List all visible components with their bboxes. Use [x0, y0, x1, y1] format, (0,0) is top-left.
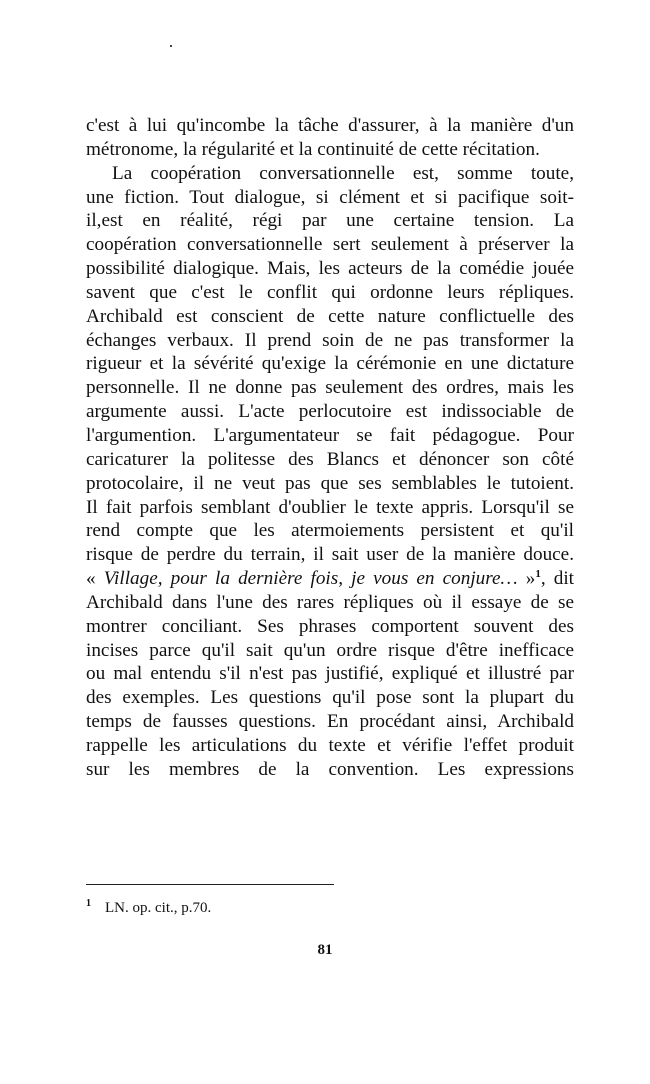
text-line: montrer conciliant. Ses phrases comportent souvent des	[86, 615, 574, 637]
text-line: Archibald dans l'une des rares répliques où il essaye de se	[86, 591, 574, 613]
footnote-reference[interactable]: 1	[535, 568, 541, 581]
text-line: protocolaire, il ne veut pas que ses semblables le tutoient.	[86, 472, 574, 494]
text-line: il,est en réalité, régi par une certaine tension. La	[86, 210, 574, 232]
text-line: ou mal entendu s'il n'est pas justifié, expliqué et illustré par	[86, 663, 574, 685]
text-line: incises parce qu'il sait qu'un ordre risque d'être inefficace	[86, 639, 574, 661]
text-line: savent que c'est le conflit qui ordonne leurs répliques.	[86, 281, 574, 303]
text-line: temps de fausses questions. En procédant ainsi, Archibald	[86, 711, 574, 733]
text-line: une fiction. Tout dialogue, si clément et si pacifique soit-	[86, 186, 574, 208]
footnote-text: LN. op. cit., p.70.	[105, 900, 212, 916]
text-line: des exemples. Les questions qu'il pose sont la plupart du	[86, 687, 574, 709]
quote-line	[86, 567, 574, 591]
text-line: caricaturer la politesse des Blancs et dénoncer son côté	[86, 448, 574, 470]
text-line: échanges verbaux. Il prend soin de ne pas transformer la	[86, 329, 574, 351]
footnote-divider	[86, 884, 334, 885]
text-line: Il fait parfois semblant d'oublier le texte appris. Lorsqu'il se	[86, 496, 574, 518]
quote-close: »	[525, 568, 536, 590]
footnote	[86, 898, 211, 917]
text-line: argumente aussi. L'acte perlocutoire est indissociable de	[86, 401, 574, 423]
text-line: possibilité dialogique. Mais, les acteurs de la comédie jouée	[86, 258, 574, 280]
text-line: personnelle. Il ne donne pas seulement des ordres, mais les	[86, 377, 574, 399]
footnote-mark: 1	[86, 898, 91, 909]
quote-after: , dit	[540, 568, 575, 590]
page-number: 81	[317, 942, 333, 958]
text-line: risque de perdre du terrain, il sait user de la manière douce.	[86, 544, 574, 566]
text-line: sur les membres de la convention. Les expressions	[86, 758, 574, 780]
text-line: l'argumention. L'argumentateur se fait pédagogue. Pour	[86, 424, 574, 446]
scan-speck	[170, 45, 172, 47]
body-text	[86, 114, 574, 782]
quote-open: «	[86, 568, 104, 590]
text-line: c'est à lui qu'incombe la tâche d'assurer, à la manière d'un	[86, 115, 574, 136]
text-line: La coopération conversationnelle est, somme toute,	[112, 162, 574, 184]
text-line: rappelle les articulations du texte et vérifie l'effet produit	[86, 734, 574, 756]
text-line: rend compte que les atermoiements persistent et qu'il	[86, 520, 574, 542]
text-line: métronome, la régularité et la continuité de cette récitation.	[86, 138, 540, 160]
text-line: Archibald est conscient de cette nature conflictuelle des	[86, 305, 574, 327]
quote-italic: Village, pour la dernière fois, je vous en conjure…	[103, 568, 526, 590]
text-line: coopération conversationnelle sert seulement à préserver la	[86, 234, 574, 256]
text-line: rigueur et la sévérité qu'exige la cérémonie en une dictature	[86, 353, 574, 375]
